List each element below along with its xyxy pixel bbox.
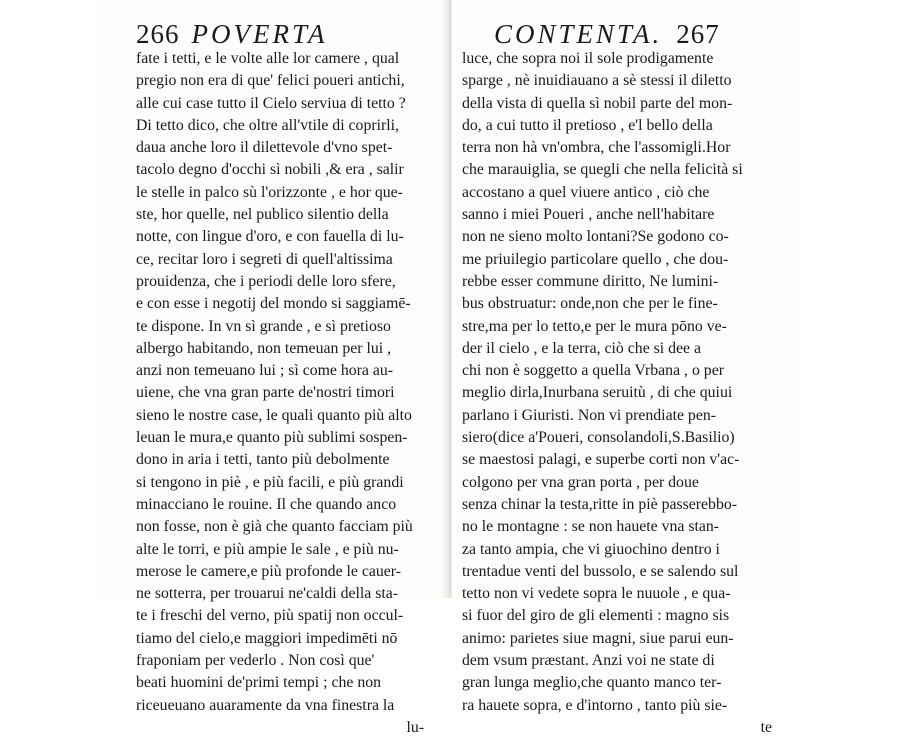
text-line: senza chinar la testa,ritte in piè passerebbo- [462, 495, 738, 513]
text-line: tetto non vi vedete sopra le nuuole , e qua- [462, 585, 731, 603]
text-line: beati huomini de'primi tempi ; che non [136, 674, 382, 692]
text-line: gran lunga meglio,che quanto manco ter- [462, 674, 722, 692]
running-head: CONTENTA. [494, 19, 663, 49]
text-line: parlano i Giuristi. Non vi prendiate pen- [462, 406, 716, 424]
right-page-text [462, 48, 772, 739]
text-line: uiene, che vna gran parte de'nostri timori [136, 384, 395, 402]
text-line: me priuilegio particolare quello , che dou- [462, 250, 729, 268]
text-line: riceueuano auaramente da vna finestra la [136, 696, 395, 714]
text-line: fate i tetti, e le volte alle lor camere , qual [136, 50, 400, 67]
text-line: e con esse i negotij del mondo si saggiamē- [136, 295, 411, 313]
text-line: anzi non temeuano lui ; sì come hora au- [136, 362, 394, 380]
right-page [452, 0, 802, 736]
text-line: minacciano le rouine. Il che quando anco [136, 495, 397, 513]
text-line: se maestosi palagi, e superbe corti non v'ac- [462, 451, 740, 469]
text-line: Di tetto dico, che oltre all'vtile di coprirli, [136, 116, 399, 134]
text-line: trentadue venti del bussolo, e se salendo sul [462, 562, 739, 580]
text-line: ste, hor quelle, nel publico silentio della [136, 206, 389, 224]
text-line: colgono per vna gran porta , per doue [462, 473, 699, 491]
text-line: fraponiam per vederlo . Non così que' [136, 652, 375, 670]
text-line: sieno le nostre case, le quali quanto più alto [136, 406, 412, 424]
text-line: no le montagne : se non hauete vna stan- [462, 518, 720, 536]
text-line: ra hauete sopra, e d'intorno , tanto più sie- [462, 696, 728, 714]
left-page [96, 0, 448, 736]
text-line: rebbe esser commune diritto, Ne lumini- [462, 272, 719, 290]
text-line: te i freschi del verno, più spatij non occul- [136, 607, 404, 625]
text-line: prouidenza, che i periodi delle loro sfere, [136, 272, 396, 290]
text-line: leuan le mura,e quanto più sublimi sospen- [136, 429, 408, 447]
text-line: animo: parietes siue magni, siue parui eun- [462, 629, 734, 647]
text-line: terra non hà vn'ombra, che l'assomigli.Hor [462, 139, 731, 157]
text-line: meglio dirla,Inurbana seruitù , di che quiui [462, 384, 733, 402]
page-number: 266 [136, 19, 180, 49]
text-line: ne sotterra, per trouarui ne'caldi della sta- [136, 585, 399, 603]
text-line: alle cui case tutto il Cielo serviua di tetto ? [136, 94, 406, 112]
text-line: dem vsum præstant. Anzi voi ne state di [462, 652, 715, 670]
text-line: non fosse, non è già che quanto facciam più [136, 518, 413, 536]
text-line: bus obstruatur: onde,non che per le fine- [462, 295, 718, 313]
text-line: si fuor del giro de gli elementi : magno sis [462, 607, 730, 625]
text-line: notte, con lingue d'oro, e con fauella di lu- [136, 228, 404, 246]
running-head: POVERTA [191, 19, 328, 49]
text-line: dono in aria i tetti, tanto più debolmente [136, 451, 390, 469]
left-page-text [136, 48, 436, 739]
text-line: do, a cui tutto il pretioso , e'l bello della [462, 116, 713, 134]
page-number: 267 [676, 19, 720, 49]
text-line: che marauiglia, se quegli che nella felicità si [462, 161, 743, 179]
text-line: si tengono in piè , e più facili, e più grandi [136, 473, 404, 491]
text-line: merose le camere,e più profonde le cauer- [136, 562, 402, 580]
text-line: luce, che sopra noi il sole prodigamente [462, 50, 714, 67]
text-line: sanno i miei Poueri , anche nell'habitare [462, 206, 715, 224]
text-line: chi non è soggetto a quella Vrbana , o per [462, 362, 724, 380]
text-line: sparge , nè inuidiauano a sè stessi il diletto [462, 72, 732, 90]
catchword: lu- [406, 718, 424, 736]
text-line: accostano a quel viuere antico , ciò che [462, 183, 710, 201]
text-line: za tanto ampia, che vi giuochino dentro i [462, 540, 720, 558]
text-line: ce, recitar loro i segreti di quell'altissima [136, 250, 393, 268]
text-line: der il cielo , e la terra, ciò che si dee a [462, 339, 702, 357]
text-line: siero(dice a'Poueri, consolandoli,S.Basilio) [462, 429, 735, 447]
text-line: non ne sieno molto lontani?Se godono co- [462, 228, 729, 246]
text-line: daua anche loro il dilettevole d'vno spet- [136, 139, 393, 157]
text-line: le stelle in palco sù l'orizzonte , e hor que- [136, 183, 403, 201]
text-line: tiamo del cielo,e maggiori impedimēti nō [136, 629, 398, 647]
text-line: tacolo degno d'occhi sì nobili ,& era , salir [136, 161, 404, 179]
text-line: alte le torri, e più ampie le sale , e più nu- [136, 540, 399, 558]
text-line: albergo habitando, non temeuan per lui , [136, 339, 392, 357]
text-line: della vista di quella sì nobil parte del mon- [462, 94, 733, 112]
text-line: te dispone. In vn sì grande , e sì pretioso [136, 317, 391, 335]
text-line: pregio non era di que' felici poueri antichi, [136, 72, 405, 90]
text-line: stre,ma per lo tetto,e per le mura pōno ve- [462, 317, 727, 335]
catchword: te [760, 718, 772, 736]
